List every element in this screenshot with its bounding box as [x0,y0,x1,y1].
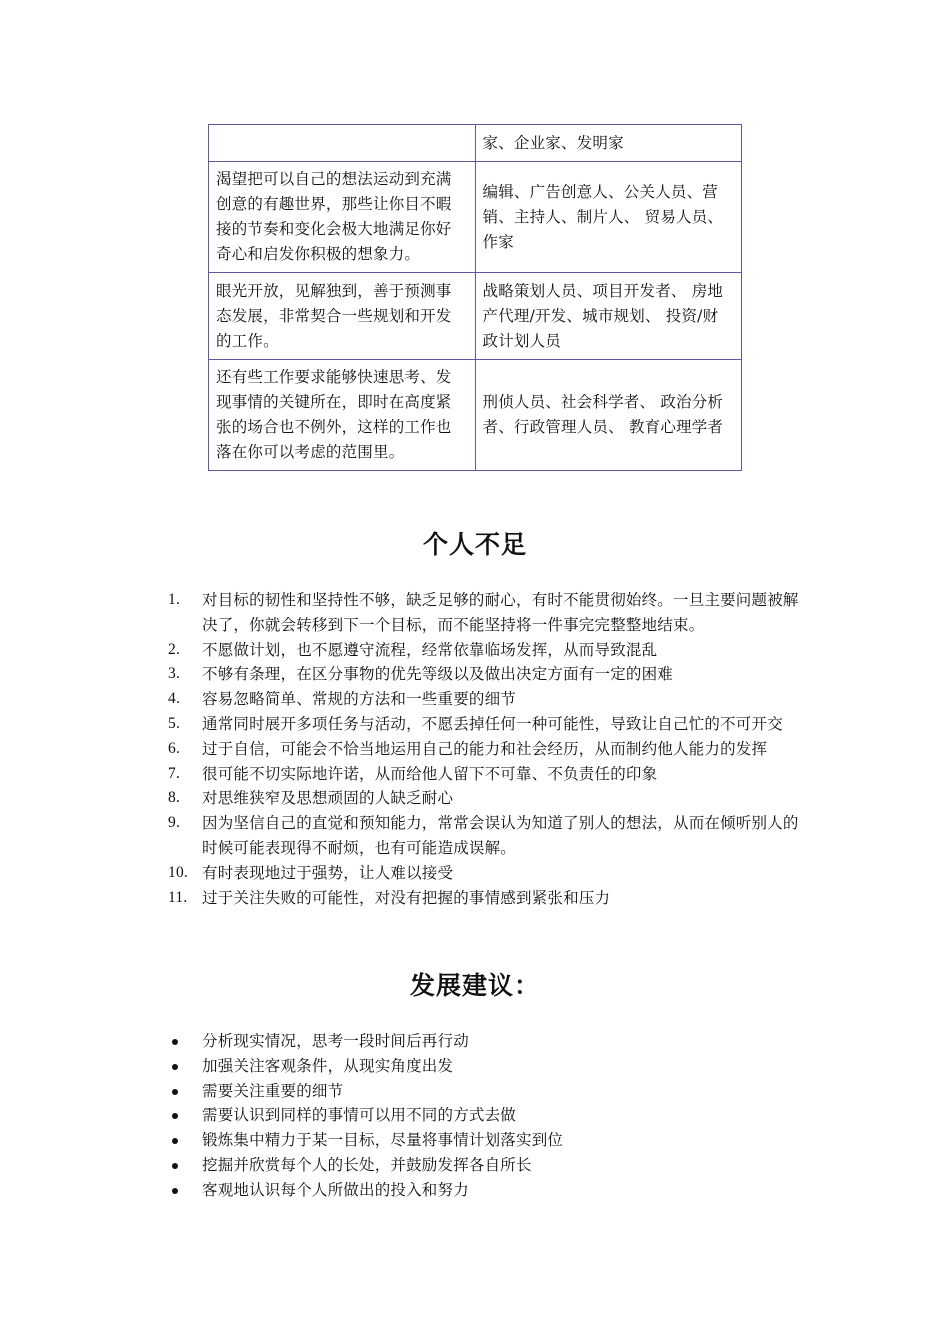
list-item [160,1128,810,1153]
table-cell-description: 还有些工作要求能够快速思考、发现事情的关键所在，即时在高度紧张的场合也不例外，这样的工作也落在你可以考虑的范围里。 [209,360,476,471]
weakness-list [160,588,810,910]
list-item [160,662,810,687]
list-item-number: 1. [168,591,181,608]
bullet-icon [172,1064,178,1070]
career-suggestion-table [208,124,742,471]
table-cell-careers: 战略策划人员、项目开发者、 房地产代理/开发、城市规划、 投资/财政计划人员 [475,273,742,360]
list-item-text: 通常同时展开多项任务与活动，不愿丢掉任何一种可能性，导致让自己忙的不可开交 [202,714,783,733]
list-item [160,1153,810,1178]
table-cell-description: 渴望把可以自己的想法运动到充满创意的有趣世界，那些让你目不暇接的节奏和变化会极大地满足你好奇心和启发你积极的想象力。 [209,162,476,273]
advice-heading: 发展建议： [409,971,540,1000]
list-item-text: 需要认识到同样的事情可以用不同的方式去做 [202,1106,517,1125]
list-item [160,1054,810,1079]
list-item-text: 过于自信，可能会不恰当地运用自己的能力和社会经历，从而制约他人能力的发挥 [202,739,768,758]
list-item [160,588,810,638]
table-cell-careers: 刑侦人员、社会科学者、 政治分析者、行政管理人员、 教育心理学者 [475,360,742,471]
table-row [209,125,742,162]
list-item [160,1178,810,1203]
table-cell-description [209,125,476,162]
list-item [160,687,810,712]
list-item-text: 不够有条理，在区分事物的优先等级以及做出决定方面有一定的困难 [202,665,674,684]
bullet-icon [172,1188,178,1194]
list-item [160,811,810,861]
list-item-number: 6. [168,739,181,757]
list-item-text: 锻炼集中精力于某一目标，尽量将事情计划落实到位 [202,1131,564,1150]
list-item [160,1029,810,1054]
list-item-text: 分析现实情况，思考一段时间后再行动 [202,1032,469,1050]
list-item-text: 有时表现地过于强势，让人难以接受 [202,863,454,882]
list-item-text: 因为坚信自己的直觉和预知能力，常常会误认为知道了别人的想法，从而在倾听别人的时候可能表现得不耐烦，也有可能造成误解。 [202,814,799,857]
list-item-text: 很可能不切实际地许诺，从而给他人留下不可靠、不负责任的印象 [202,764,658,783]
table-cell-careers: 编辑、广告创意人、公关人员、营销、主持人、制片人、 贸易人员、作家 [475,162,742,273]
list-item-text: 过于关注失败的可能性，对没有把握的事情感到紧张和压力 [202,888,611,907]
table-row [209,162,742,273]
table-cell-description: 眼光开放，见解独到，善于预测事态发展，非常契合一些规划和开发的工作。 [209,273,476,360]
table-cell-careers: 家、企业家、发明家 [475,125,742,162]
list-item [160,786,810,811]
list-item-number: 9. [168,814,181,832]
list-item [160,712,810,737]
bullet-icon [172,1163,178,1169]
bullet-icon [172,1039,178,1045]
list-item-text: 对思维狭窄及思想顽固的人缺乏耐心 [202,789,454,808]
list-item-text: 加强关注客观条件，从现实角度出发 [202,1056,454,1075]
list-item-text: 不愿做计划，也不愿遵守流程，经常依靠临场发挥，从而导致混乱 [202,640,658,659]
list-item [160,886,810,911]
list-item [160,762,810,787]
list-item-number: 7. [168,764,181,782]
bullet-icon [172,1138,178,1144]
list-item [160,638,810,663]
list-item-text: 容易忽略简单、常规的方法和一些重要的细节 [202,690,517,709]
list-item-text: 挖掘并欣赏每个人的长处，并鼓励发挥各自所长 [202,1155,532,1174]
list-item-number: 10. [168,863,188,881]
list-item-number: 8. [168,789,181,807]
table-row [209,360,742,471]
list-item-number: 5. [168,714,181,732]
list-item-text: 需要关注重要的细节 [202,1081,344,1100]
bullet-icon [172,1113,178,1119]
weakness-heading: 个人不足 [422,530,527,559]
list-item-number: 3. [168,665,181,683]
table-row [209,273,742,360]
list-item-text: 对目标的韧性和坚持性不够，缺乏足够的耐心，有时不能贯彻始终。一旦主要问题被解决了，你就会转移到下一个目标，而不能坚持将一件事完完整整地结束。 [202,591,799,634]
bullet-icon [172,1089,178,1095]
list-item [160,1079,810,1104]
advice-list [160,1029,810,1203]
list-item [160,861,810,886]
list-item [160,737,810,762]
list-item [160,1103,810,1128]
list-item-number: 2. [168,640,181,658]
list-item-text: 客观地认识每个人所做出的投入和努力 [202,1180,469,1199]
list-item-number: 4. [168,690,181,708]
list-item-number: 11. [168,888,188,906]
